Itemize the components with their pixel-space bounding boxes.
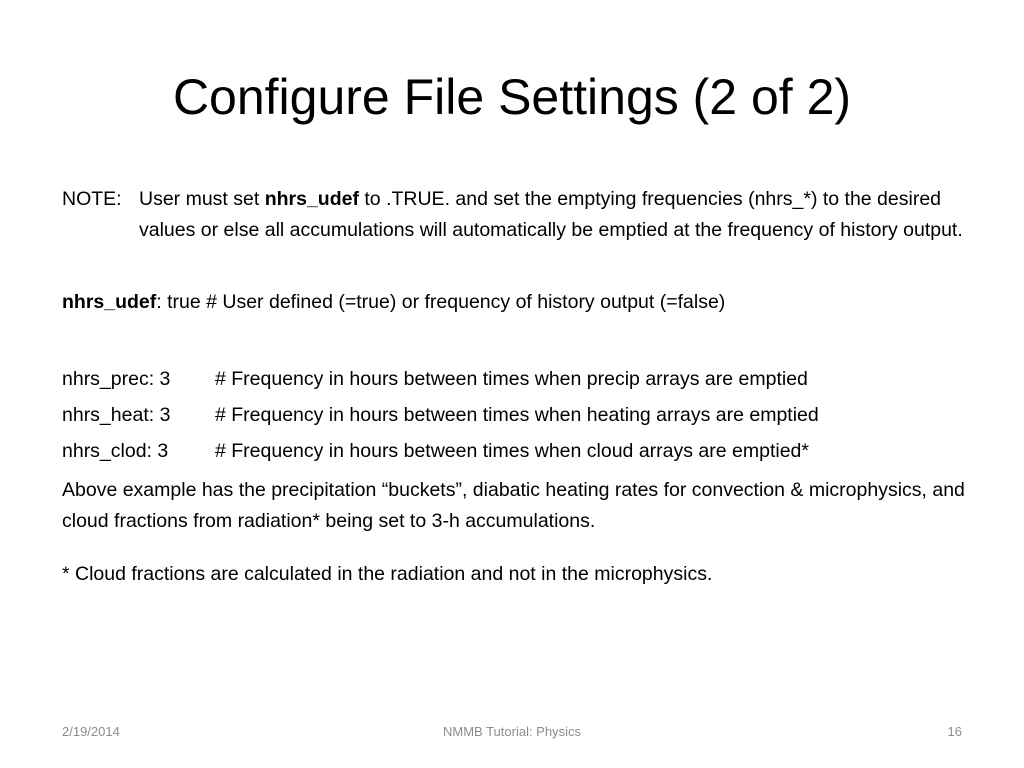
setting-row-heat [62,397,982,433]
note-text-before: User must set [139,188,265,210]
footnote-paragraph: * Cloud fractions are calculated in the radiation and not in the microphysics. [62,563,713,585]
setting-comment: # Frequency in hours between times when heating arrays are emptied [215,404,819,426]
slide-title: Configure File Settings (2 of 2) [172,69,852,125]
setting-name: nhrs_heat: 3 [62,404,171,426]
setting-row-clod [62,433,982,469]
note-text-after: to .TRUE. and set the emptying frequencies (nhrs_*) to the desired values or else all accumulations will automatically be emptied at the frequency of history output. [139,188,963,241]
udef-line [62,287,982,318]
setting-name: nhrs_clod: 3 [62,440,169,462]
footer-title: NMMB Tutorial: Physics [443,724,581,739]
setting-comment: # Frequency in hours between times when precip arrays are emptied [215,368,808,390]
setting-comment: # Frequency in hours between times when cloud arrays are emptied* [215,440,809,462]
setting-name: nhrs_prec: 3 [62,368,171,390]
note-paragraph [62,184,982,246]
udef-value: : true # User defined (=true) or frequency of history output (=false) [156,291,726,313]
udef-name: nhrs_udef [62,291,157,313]
footer-date: 2/19/2014 [62,724,120,739]
settings-list [62,361,982,469]
slide-body [62,184,982,590]
page-number: 16 [947,724,962,739]
above-example-paragraph: Above example has the precipitation “buckets”, diabatic heating rates for convection & microphysics, and cloud fractions from radiation* being set to 3-h accumulations. [62,479,965,532]
note-label: NOTE: [62,188,122,210]
setting-row-prec [62,361,982,397]
note-bold-setting: nhrs_udef [264,188,359,210]
